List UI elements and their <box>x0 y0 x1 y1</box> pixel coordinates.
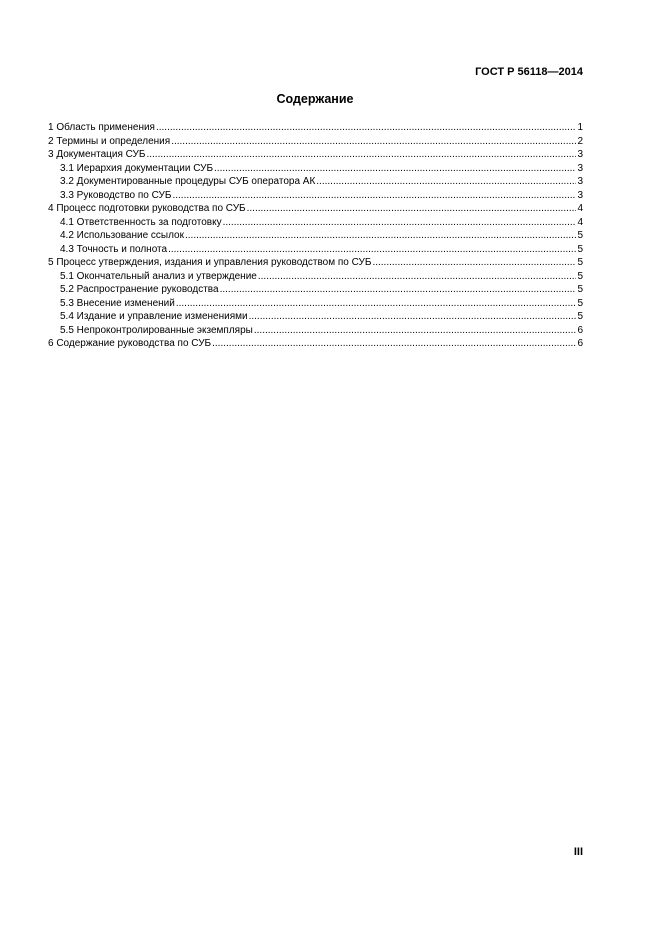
toc-entry[interactable] <box>48 175 583 189</box>
toc-leader-dots <box>171 135 576 149</box>
toc-entry-label: 3.3 Руководство по СУБ <box>60 189 172 201</box>
toc-entry-label: 5.3 Внесение изменений <box>60 297 175 309</box>
toc-entry-page: 5 <box>577 243 583 255</box>
toc-entry-label: 3.1 Иерархия документации СУБ <box>60 162 214 174</box>
toc-entry-label: 5.5 Непроконтролированные экземпляры <box>60 324 253 336</box>
toc-entry[interactable] <box>48 135 583 149</box>
toc-entry-page: 5 <box>577 230 583 241</box>
toc-entry-label: 4 Процесс подготовки руководства по СУБ <box>48 203 246 214</box>
toc-entry[interactable] <box>48 202 583 216</box>
toc-leader-dots <box>146 148 576 162</box>
toc-leader-dots <box>176 297 577 311</box>
toc-leader-dots <box>372 256 576 270</box>
toc-entry-page: 3 <box>577 149 583 160</box>
toc-leader-dots <box>316 175 576 189</box>
toc-entry-label: 4.3 Точность и полнота <box>60 243 168 255</box>
toc-entry[interactable] <box>48 243 583 257</box>
toc-entry-page: 3 <box>577 189 583 201</box>
toc-entry-label: 2 Термины и определения <box>48 135 171 147</box>
toc-entry-page: 4 <box>577 216 583 228</box>
toc-leader-dots <box>212 337 576 351</box>
toc-entry-page: 6 <box>577 324 583 336</box>
toc-entry-page: 3 <box>577 162 583 174</box>
toc-leader-dots <box>214 162 576 176</box>
toc-entry[interactable] <box>48 216 583 230</box>
toc-entry-label: 5.2 Распространение руководства <box>60 284 219 295</box>
toc-entry-page: 5 <box>577 297 583 309</box>
document-id: ГОСТ Р 56118—2014 <box>475 66 583 78</box>
toc-entry-page: 1 <box>577 122 583 133</box>
toc-entry[interactable] <box>48 256 583 270</box>
toc-leader-dots <box>258 270 577 284</box>
toc-leader-dots <box>220 283 577 297</box>
toc-entry[interactable] <box>48 148 583 162</box>
toc-entry[interactable] <box>48 297 583 311</box>
toc-leader-dots <box>156 121 576 135</box>
toc-entry[interactable] <box>48 324 583 338</box>
toc-leader-dots <box>185 229 576 243</box>
toc-entry-label: 3 Документация СУБ <box>48 149 146 160</box>
toc-entry-label: 5.4 Издание и управление изменениями <box>60 311 248 322</box>
toc-entry-page: 2 <box>577 135 583 147</box>
toc-entry-label: 4.2 Использование ссылок <box>60 230 184 241</box>
toc-leader-dots <box>254 324 577 338</box>
toc-title: Содержание <box>276 92 354 106</box>
toc-entry-page: 5 <box>577 257 583 268</box>
toc-entry-label: 5 Процесс утверждения, издания и управления руководством по СУБ <box>48 257 372 268</box>
toc-entry[interactable] <box>48 121 583 135</box>
table-of-contents <box>48 121 583 351</box>
toc-entry-page: 6 <box>577 338 583 349</box>
toc-entry[interactable] <box>48 229 583 243</box>
toc-entry-label: 1 Область применения <box>48 122 155 133</box>
toc-entry-label: 5.1 Окончательный анализ и утверждение <box>60 270 257 282</box>
toc-entry[interactable] <box>48 337 583 351</box>
toc-entry[interactable] <box>48 283 583 297</box>
toc-entry-page: 5 <box>577 284 583 295</box>
toc-entry-page: 4 <box>577 203 583 214</box>
toc-entry[interactable] <box>48 162 583 176</box>
toc-entry[interactable] <box>48 189 583 203</box>
toc-leader-dots <box>168 243 576 257</box>
toc-entry-label: 3.2 Документированные процедуры СУБ оператора АК <box>60 176 316 187</box>
toc-entry[interactable] <box>48 270 583 284</box>
toc-entry-label: 4.1 Ответственность за подготовку <box>60 216 222 228</box>
toc-leader-dots <box>223 216 577 230</box>
toc-leader-dots <box>172 189 576 203</box>
toc-leader-dots <box>249 310 577 324</box>
page-number: III <box>573 846 583 858</box>
toc-entry-label: 6 Содержание руководства по СУБ <box>48 338 212 349</box>
toc-entry[interactable] <box>48 310 583 324</box>
toc-entry-page: 3 <box>577 176 583 187</box>
toc-entry-page: 5 <box>577 270 583 282</box>
toc-entry-page: 5 <box>577 311 583 322</box>
toc-leader-dots <box>247 202 577 216</box>
